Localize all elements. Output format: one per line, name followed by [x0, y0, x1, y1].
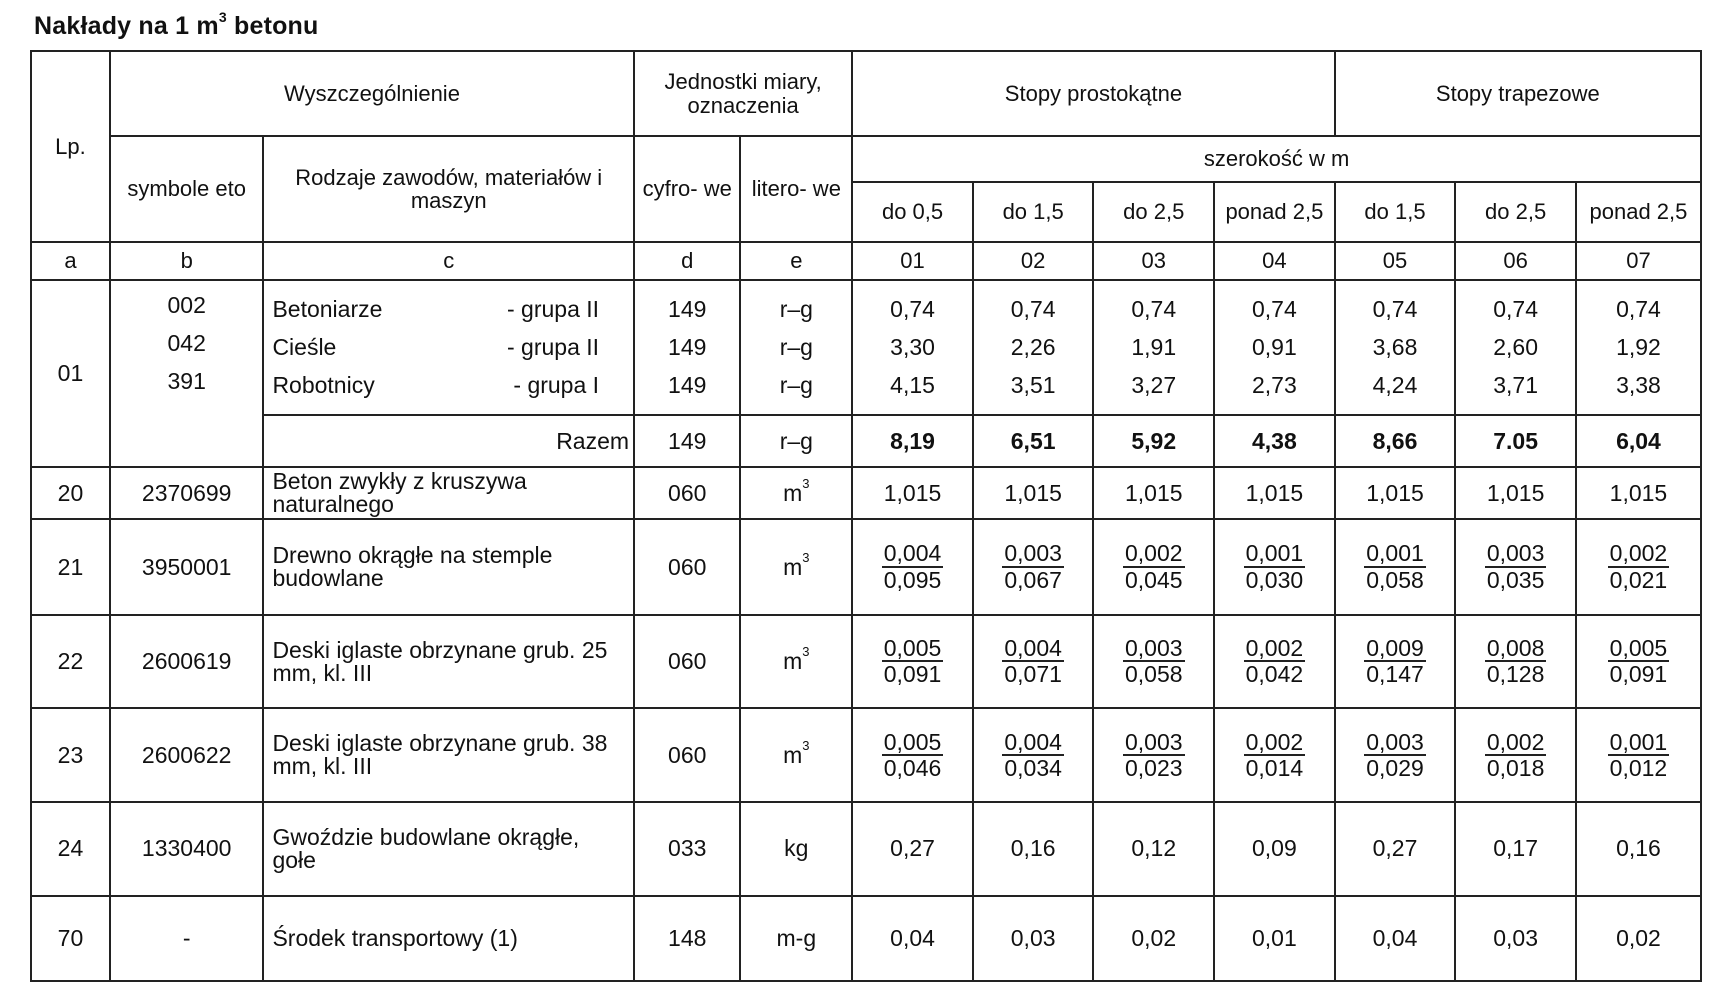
row-name: Środek transportowy (1): [263, 896, 634, 981]
fraction-cell: $\frac{0,003}{0,058}$: [1093, 615, 1214, 709]
row-name: Deski iglaste obrzynane grub. 25 mm, kl. III: [263, 615, 634, 709]
cell-value: 0,03: [973, 896, 1094, 981]
workers-values-col: [1093, 280, 1214, 415]
cell-value: 2,60: [1493, 334, 1538, 361]
workers-row: [31, 280, 1701, 415]
row-lp: 20: [31, 467, 110, 519]
row-symbol: -: [110, 896, 264, 981]
row-symbol: 2370699: [110, 467, 264, 519]
workers-symbols: [110, 280, 264, 467]
cell-value: 0,01: [1214, 896, 1335, 981]
cell-value: 0,12: [1093, 802, 1214, 896]
workers-literowe: [740, 280, 852, 415]
fraction-cell: $\frac{0,002}{0,021}$: [1576, 519, 1701, 615]
cell-value: 0,02: [1576, 896, 1701, 981]
row-name: Beton zwykły z kruszywa naturalnego: [263, 467, 634, 519]
cell-value: 2,26: [1010, 334, 1056, 361]
row-lp: 22: [31, 615, 110, 709]
cell-value: 3,27: [1131, 372, 1177, 399]
row-unit: $m^3$: [740, 708, 852, 802]
workers-values-col: [1214, 280, 1335, 415]
worker-group: - grupa I: [513, 372, 600, 399]
fraction-cell: $\frac{0,002}{0,014}$: [1214, 708, 1335, 802]
material-row: [31, 519, 1701, 615]
worker-cyfr: 149: [668, 296, 707, 323]
cell-value: 0,74: [1616, 296, 1661, 323]
row-cyfr: 060: [634, 615, 740, 709]
fraction-cell: $\frac{0,009}{0,147}$: [1335, 615, 1456, 709]
worker-lit: r–g: [779, 296, 813, 323]
razem-value: 4,38: [1214, 415, 1335, 467]
cell-value: 0,16: [973, 802, 1094, 896]
width-header: do 2,5: [1455, 182, 1576, 242]
header-jednostki: Jednostki miary, oznaczenia: [634, 51, 852, 136]
razem-value: 6,04: [1576, 415, 1701, 467]
fraction-cell: $\frac{0,004}{0,071}$: [973, 615, 1094, 709]
cell-value: 0,04: [1335, 896, 1456, 981]
razem-label: Razem: [263, 415, 634, 467]
cell-value: 0,17: [1455, 802, 1576, 896]
cell-value: 0,27: [1335, 802, 1456, 896]
row-unit: $m^3$: [740, 615, 852, 709]
row-lp: 70: [31, 896, 110, 981]
workers-values-col: [852, 280, 973, 415]
column-letter: 02: [973, 242, 1094, 279]
cell-value: 0,74: [1010, 296, 1056, 323]
fraction-cell: $\frac{0,004}{0,095}$: [852, 519, 973, 615]
workers-values-col: [973, 280, 1094, 415]
worker-symbol: 002: [167, 292, 206, 319]
header-stopy-prostokatne: Stopy prostokątne: [852, 51, 1334, 136]
header-wyszczegolnienie: Wyszczególnienie: [110, 51, 634, 136]
column-letter: 03: [1093, 242, 1214, 279]
razem-value: 5,92: [1093, 415, 1214, 467]
fraction-cell: $\frac{0,003}{0,023}$: [1093, 708, 1214, 802]
worker-name: Betoniarze: [272, 296, 383, 323]
cell-value: 1,015: [852, 467, 973, 519]
cell-value: 0,74: [890, 296, 935, 323]
fraction-cell: $\frac{0,002}{0,018}$: [1455, 708, 1576, 802]
header-szerokosc: szerokość w m: [852, 136, 1701, 182]
worker-name: Robotnicy: [272, 372, 375, 399]
cell-value: 3,51: [1010, 372, 1056, 399]
cell-value: 3,68: [1372, 334, 1418, 361]
cell-value: 1,91: [1131, 334, 1177, 361]
workers-names: [263, 280, 634, 415]
cell-value: 2,73: [1252, 372, 1297, 399]
worker-cyfr: 149: [668, 334, 707, 361]
column-letter: e: [740, 242, 852, 279]
column-letter: 07: [1576, 242, 1701, 279]
fraction-cell: $\frac{0,002}{0,045}$: [1093, 519, 1214, 615]
fraction-cell: $\frac{0,005}{0,046}$: [852, 708, 973, 802]
column-letter: a: [31, 242, 110, 279]
workers-lp: 01: [31, 280, 110, 467]
material-row: [31, 802, 1701, 896]
header-lp: Lp.: [31, 51, 110, 242]
fraction-cell: $\frac{0,003}{0,029}$: [1335, 708, 1456, 802]
worker-lit: r–g: [779, 334, 813, 361]
column-letter: 06: [1455, 242, 1576, 279]
cell-value: 3,71: [1493, 372, 1538, 399]
fraction-cell: $\frac{0,001}{0,058}$: [1335, 519, 1456, 615]
width-header: do 1,5: [973, 182, 1094, 242]
header-symbole: symbole eto: [110, 136, 264, 242]
workers-values-col: [1576, 280, 1701, 415]
razem-value: 6,51: [973, 415, 1094, 467]
fraction-cell: $\frac{0,005}{0,091}$: [1576, 615, 1701, 709]
cell-value: 1,015: [1093, 467, 1214, 519]
row-cyfr: 033: [634, 802, 740, 896]
page-title: Nakłady na 1 $m^3$ betonu: [34, 9, 319, 40]
width-header: do 0,5: [852, 182, 973, 242]
header-stopy-trapezowe: Stopy trapezowe: [1335, 51, 1701, 136]
worker-symbol: 042: [167, 330, 206, 357]
worker-group: - grupa II: [507, 334, 600, 361]
worker-group: - grupa II: [507, 296, 600, 323]
column-letter: 05: [1335, 242, 1456, 279]
worker-symbol: 391: [167, 368, 206, 395]
fraction-cell: $\frac{0,005}{0,091}$: [852, 615, 973, 709]
header-rodzaje: Rodzaje zawodów, materiałów i maszyn: [263, 136, 634, 242]
material-row: [31, 467, 1701, 519]
column-letter: c: [263, 242, 634, 279]
row-unit: m-g: [740, 896, 852, 981]
worker-cyfr: 149: [668, 372, 707, 399]
cell-value: 1,92: [1616, 334, 1661, 361]
cell-value: 1,015: [973, 467, 1094, 519]
row-lp: 23: [31, 708, 110, 802]
header-literowe: litero- we: [740, 136, 852, 242]
razem-cyfr: 149: [634, 415, 740, 467]
worker-lit: r–g: [779, 372, 813, 399]
workers-values-col: [1335, 280, 1456, 415]
row-name: Deski iglaste obrzynane grub. 38 mm, kl. III: [263, 708, 634, 802]
row-symbol: 2600622: [110, 708, 264, 802]
cell-value: 0,02: [1093, 896, 1214, 981]
cell-value: 0,27: [852, 802, 973, 896]
cell-value: 3,38: [1616, 372, 1661, 399]
norms-table: [30, 50, 1702, 982]
cell-value: 0,09: [1214, 802, 1335, 896]
row-unit: kg: [740, 802, 852, 896]
row-symbol: 1330400: [110, 802, 264, 896]
fraction-cell: $\frac{0,001}{0,012}$: [1576, 708, 1701, 802]
width-header: do 2,5: [1093, 182, 1214, 242]
column-letter: 04: [1214, 242, 1335, 279]
row-symbol: 3950001: [110, 519, 264, 615]
razem-lit: r–g: [740, 415, 852, 467]
cell-value: 1,015: [1576, 467, 1701, 519]
header-cyfrowe: cyfro- we: [634, 136, 740, 242]
row-unit: $m^3$: [740, 519, 852, 615]
fraction-cell: $\frac{0,004}{0,034}$: [973, 708, 1094, 802]
fraction-cell: $\frac{0,003}{0,067}$: [973, 519, 1094, 615]
column-letter: d: [634, 242, 740, 279]
cell-value: 0,03: [1455, 896, 1576, 981]
row-unit: $m^3$: [740, 467, 852, 519]
material-row: [31, 615, 1701, 709]
razem-value: 8,66: [1335, 415, 1456, 467]
cell-value: 1,015: [1455, 467, 1576, 519]
cell-value: 3,30: [890, 334, 935, 361]
cell-value: 0,91: [1252, 334, 1297, 361]
cell-value: 0,74: [1372, 296, 1418, 323]
column-letter: 01: [852, 242, 973, 279]
row-name: Drewno okrągłe na stemple budowlane: [263, 519, 634, 615]
row-cyfr: 060: [634, 708, 740, 802]
material-row: [31, 708, 1701, 802]
cell-value: 0,04: [852, 896, 973, 981]
column-letter: b: [110, 242, 264, 279]
width-header: ponad 2,5: [1576, 182, 1701, 242]
cell-value: 4,24: [1372, 372, 1418, 399]
worker-name: Cieśle: [272, 334, 337, 361]
cell-value: 0,74: [1493, 296, 1538, 323]
cell-value: 0,74: [1252, 296, 1297, 323]
cell-value: 0,74: [1131, 296, 1177, 323]
workers-cyfrowe: [634, 280, 740, 415]
row-cyfr: 060: [634, 467, 740, 519]
cell-value: 1,015: [1335, 467, 1456, 519]
row-lp: 21: [31, 519, 110, 615]
row-lp: 24: [31, 802, 110, 896]
cell-value: 0,16: [1576, 802, 1701, 896]
fraction-cell: $\frac{0,008}{0,128}$: [1455, 615, 1576, 709]
razem-row: [31, 415, 1701, 467]
fraction-cell: $\frac{0,002}{0,042}$: [1214, 615, 1335, 709]
fraction-cell: $\frac{0,003}{0,035}$: [1455, 519, 1576, 615]
row-symbol: 2600619: [110, 615, 264, 709]
workers-values-col: [1455, 280, 1576, 415]
row-cyfr: 060: [634, 519, 740, 615]
fraction-cell: $\frac{0,001}{0,030}$: [1214, 519, 1335, 615]
cell-value: 4,15: [890, 372, 935, 399]
machine-row: [31, 896, 1701, 981]
width-header: ponad 2,5: [1214, 182, 1335, 242]
row-cyfr: 148: [634, 896, 740, 981]
razem-value: 8,19: [852, 415, 973, 467]
razem-value: 7.05: [1455, 415, 1576, 467]
cell-value: 1,015: [1214, 467, 1335, 519]
width-header: do 1,5: [1335, 182, 1456, 242]
row-name: Gwoździe budowlane okrągłe, gołe: [263, 802, 634, 896]
